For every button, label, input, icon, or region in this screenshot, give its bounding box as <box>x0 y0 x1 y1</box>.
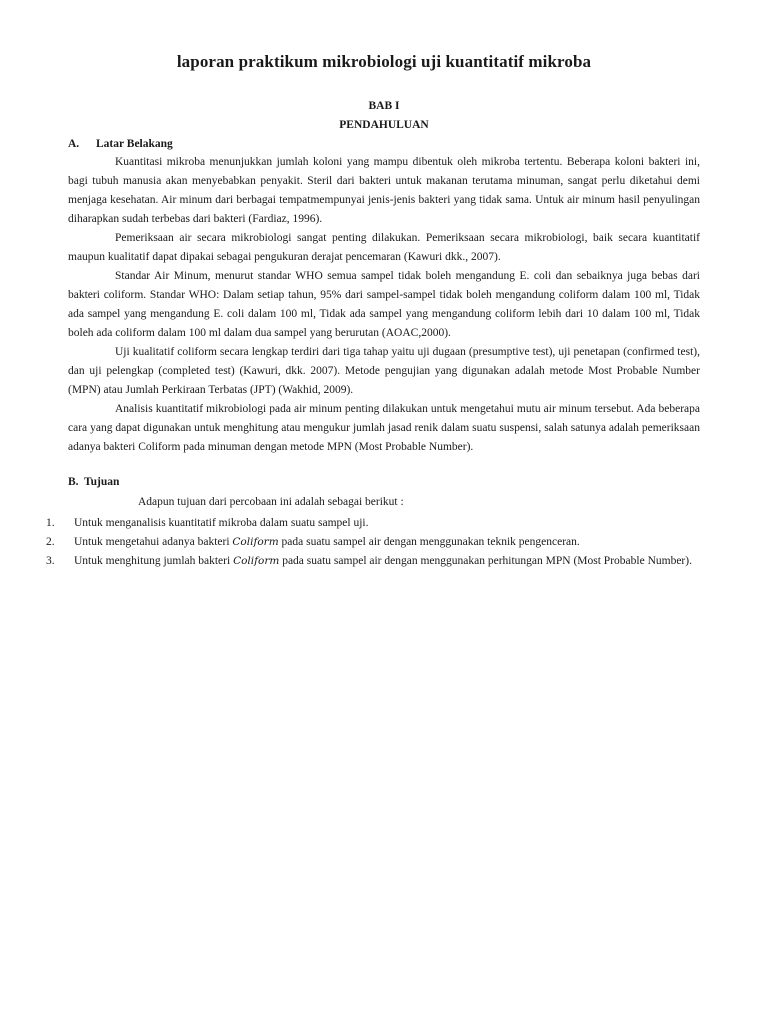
list-item-number: 2. <box>46 536 55 548</box>
chapter-number: BAB I <box>368 100 400 112</box>
section-a-title: Latar Belakang <box>96 138 173 150</box>
section-a-body <box>68 153 700 457</box>
section-a-letter: A. <box>68 138 80 150</box>
list-item-text: Untuk menganalisis kuantitatif mikroba dalam suatu sampel uji. <box>74 517 369 529</box>
list-item-text: Untuk mengetahui adanya bakteri <box>74 536 233 548</box>
paragraph: Pemeriksaan air secara mikrobiologi sangat penting dilakukan. Pemeriksaan secara mikrobiologi, baik secara kuantitatif maupun kualitatif dapat dipakai sebagai pengukuran derajat pencemaran (Kawuri dkk., 2007). <box>68 232 700 263</box>
italic-term: Coliform <box>233 555 280 567</box>
list-item-number: 3. <box>46 555 55 567</box>
paragraph: Uji kualitatif coliform secara lengkap terdiri dari tiga tahap yaitu uji dugaan (presumptive test), uji penetapan (confirmed test), dan uji pelengkap (completed test) (Kawuri, dkk. 2007). Metode pengujian yang digunakan adalah metode Most Probable Number (MPN) atau Jumlah Perkiraan Terbatas (JPT) (Wakhid, 2009). <box>68 346 700 396</box>
list-item <box>46 533 700 552</box>
list-item <box>46 552 700 571</box>
paragraph: Standar Air Minum, menurut standar WHO semua sampel tidak boleh mengandung E. coli dan sebaiknya juga bebas dari bakteri coliform. Standar WHO: Dalam setiap tahun, 95% dari sampel-sampel tidak boleh mengandung coliform dalam 100 ml, Tidak ada sampel yang mengandung E. coli dalam 100 ml, Tidak ada sampel yang mengandung coliform lebih dari 10 dalam 100 ml, Tidak boleh ada coliform dalam 100 ml dalam dua sampel yang berurutan (AOAC,2000). <box>68 270 700 339</box>
section-b-letter: B. <box>68 476 79 488</box>
list-item-text: Untuk menghitung jumlah bakteri <box>74 555 234 567</box>
list-item-text-after: pada suatu sampel air dengan menggunakan teknik pengenceran. <box>278 536 580 548</box>
chapter-title: PENDAHULUAN <box>339 119 429 131</box>
paragraph: Kuantitasi mikroba menunjukkan jumlah koloni yang mampu dibentuk oleh mikroba tertentu. Beberapa koloni bakteri ini, bagi tubuh manusia akan menyebabkan penyakit. Steril dari bakteri untuk makanan terutama minuman, sangat perlu diketahui demi menjaga kesehatan. Air minum dari berbagai tempatmempunyai jenis-jenis bakteri yang tidak sama. Untuk air minum hasil penyulingan diharapkan sudah terbebas dari bakteri (Fardiaz, 1996). <box>68 156 700 225</box>
goals-list <box>46 514 700 571</box>
section-b-heading <box>68 476 119 488</box>
section-b-title: Tujuan <box>84 476 120 488</box>
document-title: laporan praktikum mikrobiologi uji kuantitatif mikroba <box>176 52 592 71</box>
section-a-heading <box>68 138 173 150</box>
paragraph: Analisis kuantitatif mikrobiologi pada air minum penting dilakukan untuk mengetahui mutu air minum tersebut. Ada beberapa cara yang dapat digunakan untuk menghitung atau mengukur jumlah jasad renik dalam suatu suspensi, salah satunya adalah pemeriksaan adanya bakteri Coliform pada minuman dengan metode MPN (Most Probable Number). <box>68 403 700 453</box>
list-item-text-after: pada suatu sampel air dengan menggunakan perhitungan MPN (Most Probable Number). <box>279 555 692 567</box>
section-b-intro: Adapun tujuan dari percobaan ini adalah sebagai berikut : <box>138 496 404 508</box>
italic-term: Coliform <box>232 536 279 548</box>
list-item <box>46 514 700 533</box>
list-item-number: 1. <box>46 517 55 529</box>
